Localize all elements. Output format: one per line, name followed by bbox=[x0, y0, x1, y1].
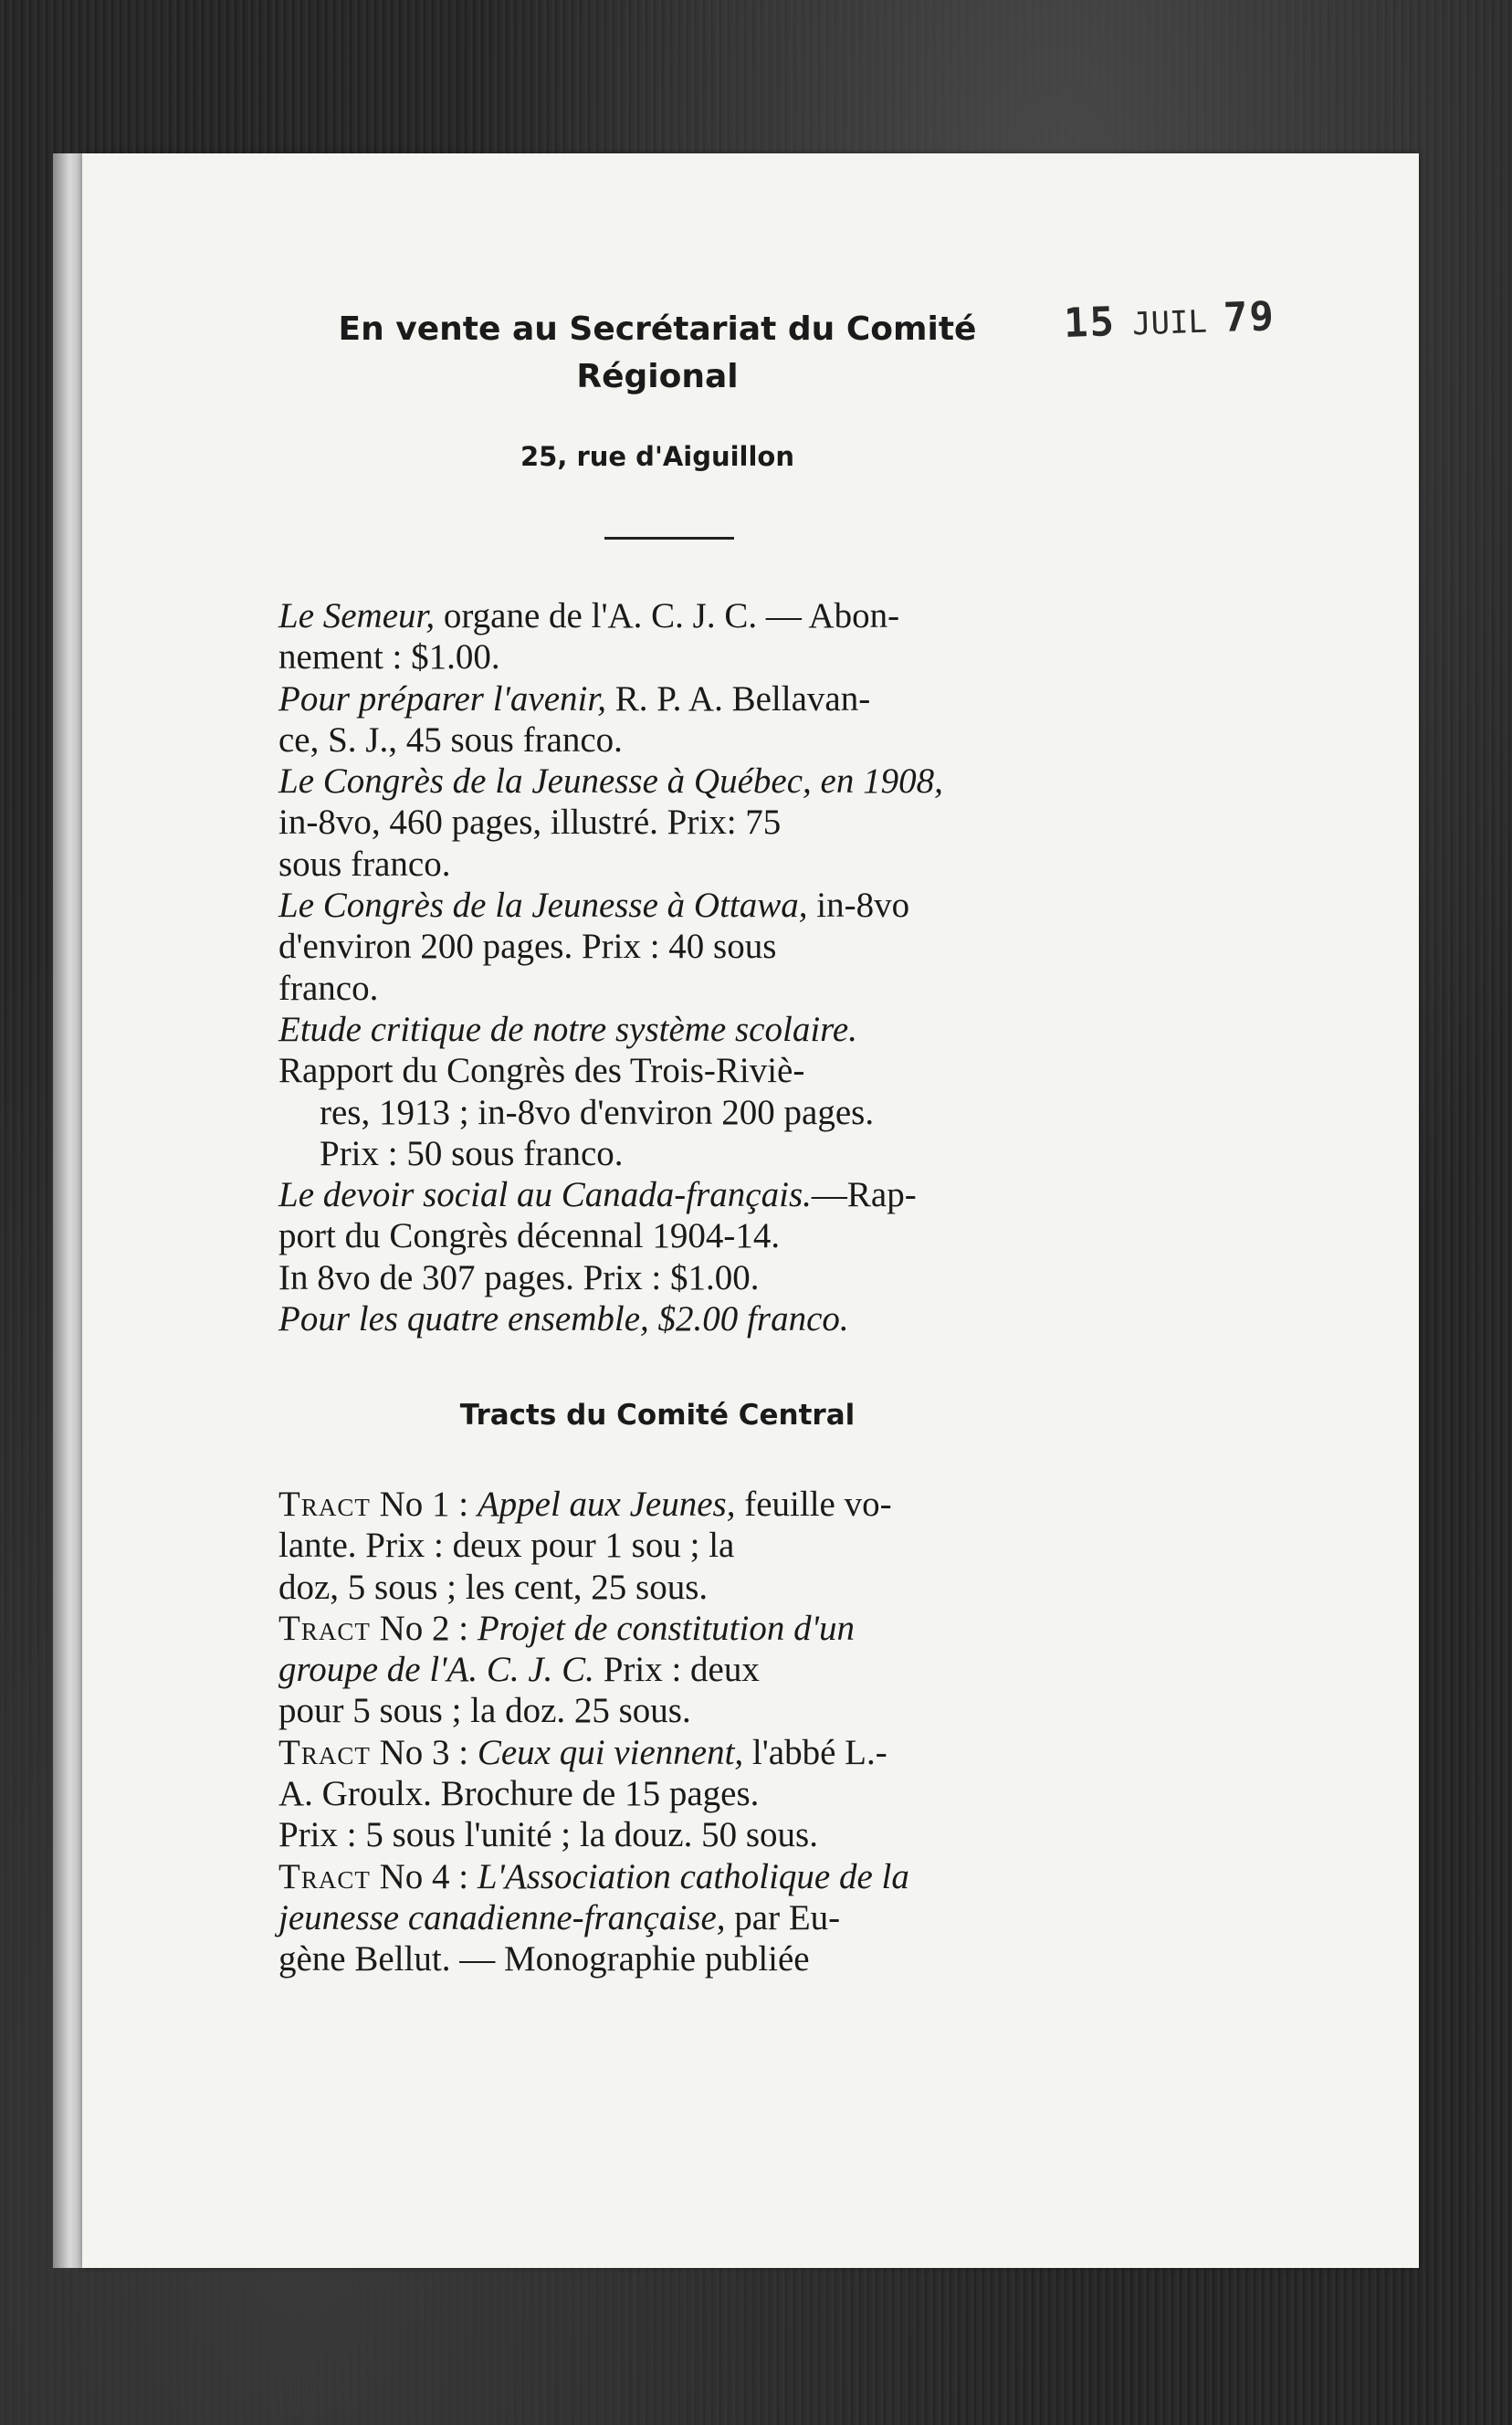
heading-line-1: En vente au Secrétariat du Comité bbox=[338, 310, 977, 348]
stamp-day: 15 bbox=[1063, 299, 1117, 348]
list-item: Tract No 3 : Ceux qui viennent, l'abbé L.- A. Groulx. Brochure de 15 pages. Prix : 5 sous l'unité ; la douz. 50 sous. bbox=[278, 1732, 887, 1855]
list-item: Tract No 4 : L'Association catholique de la jeunesse canadienne-française, par Eu- gène Bellut. — Monographie publiée bbox=[278, 1856, 909, 1979]
closing-offer: Pour les quatre ensemble, $2.00 franco. bbox=[278, 1299, 849, 1339]
stamp-year: 79 bbox=[1222, 292, 1276, 341]
section-title: Tracts du Comité Central bbox=[459, 1399, 856, 1432]
page-heading bbox=[274, 306, 1041, 401]
list-item: Etude critique de notre système scolaire. Rapport du Congrès des Trois-Riviè- res, 1913 ; in-8vo d'environ 200 pages. Prix : 50 sous franco. bbox=[278, 1009, 875, 1173]
list-item: Tract No 1 : Appel aux Jeunes, feuille vo- lante. Prix : deux pour 1 sou ; la doz, 5 sous ; les cent, 25 sous. bbox=[278, 1485, 892, 1607]
list-item: Pour préparer l'avenir, R. P. A. Bellavan- ce, S. J., 45 sous franco. bbox=[278, 678, 871, 760]
divider-rule bbox=[604, 537, 734, 540]
list-item: Tract No 2 : Projet de constitution d'un groupe de l'A. C. J. C. Prix : deux pour 5 sous ; la doz. 25 sous. bbox=[278, 1608, 855, 1731]
list-item: Le Semeur, organe de l'A. C. J. C. — Abon- nement : $1.00. bbox=[278, 596, 900, 677]
date-stamp bbox=[1063, 293, 1276, 347]
stamp-month: JUIL bbox=[1131, 303, 1208, 343]
list-item: Le devoir social au Canada-français.—Rap- port du Congrès décennal 1904-14. In 8vo de 307 pages. Prix : $1.00. bbox=[278, 1175, 917, 1297]
list-item: Le Congrès de la Jeunesse à Québec, en 1908, in-8vo, 460 pages, illustré. Prix: 75 sous franco. bbox=[278, 761, 943, 884]
publication-list bbox=[278, 595, 1059, 1339]
address: 25, rue d'Aiguillon bbox=[520, 441, 794, 472]
tract-list bbox=[278, 1484, 1059, 1980]
list-item: Le Congrès de la Jeunesse à Ottawa, in-8vo d'environ 200 pages. Prix : 40 sous franco. bbox=[278, 886, 910, 1008]
heading-line-2: Régional bbox=[576, 358, 739, 395]
